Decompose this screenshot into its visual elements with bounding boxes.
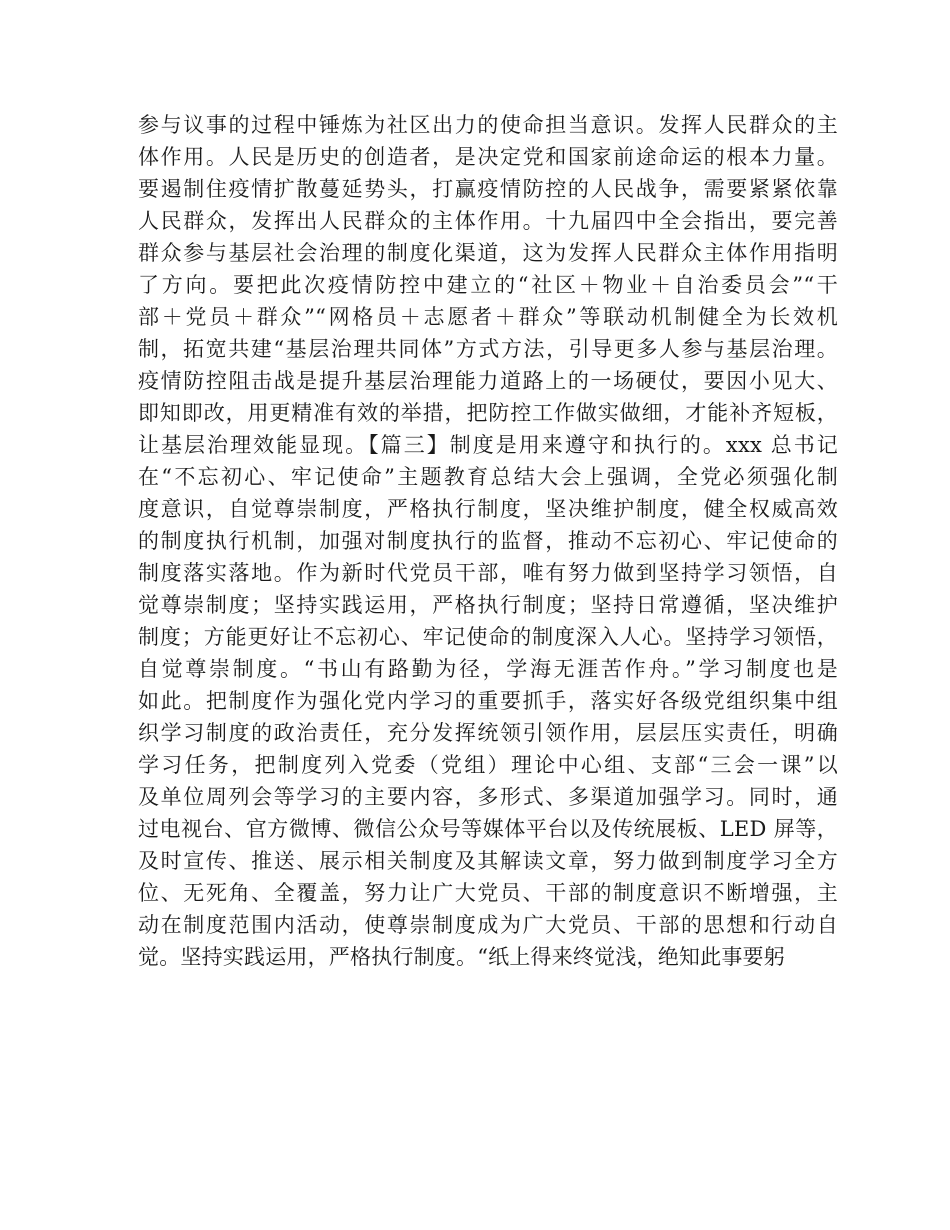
text-line: 及时宣传、推送、展示相关制度及其解读文章，努力做到制度学习全方 xyxy=(138,849,838,873)
text-line: 动在制度范围内活动，使尊崇制度成为广大党员、干部的思想和行动自 xyxy=(138,913,838,937)
text-line: 让基层治理效能显现。【篇三】制度是用来遵守和执行的。xxx 总书记 xyxy=(138,433,838,457)
text-line: 觉。坚持实践运用，严格执行制度。“纸上得来终觉浅，绝知此事要躬 xyxy=(138,945,785,969)
text-line: 觉尊崇制度；坚持实践运用，严格执行制度；坚持日常遵循，坚决维护 xyxy=(138,593,838,617)
text-line: 自觉尊崇制度。“书山有路勤为径，学海无涯苦作舟。”学习制度也是 xyxy=(138,657,838,681)
text-line: 过电视台、官方微博、微信公众号等媒体平台以及传统展板、LED 屏等， xyxy=(138,817,838,841)
text-line: 制，拓宽共建“基层治理共同体”方式方法，引导更多人参与基层治理。 xyxy=(138,337,838,361)
text-line: 要遏制住疫情扩散蔓延势头，打赢疫情防控的人民战争，需要紧紧依靠 xyxy=(138,177,838,201)
text-line: 及单位周列会等学习的主要内容，多形式、多渠道加强学习。同时，通 xyxy=(138,785,838,809)
text-line: 制度落实落地。作为新时代党员干部，唯有努力做到坚持学习领悟，自 xyxy=(138,561,838,585)
body-text xyxy=(138,109,838,973)
text-line: 学习任务，把制度列入党委（党组）理论中心组、支部“三会一课”以 xyxy=(138,753,838,777)
text-line: 部＋党员＋群众”“网格员＋志愿者＋群众”等联动机制健全为长效机 xyxy=(138,305,838,329)
text-line: 人民群众，发挥出人民群众的主体作用。十九届四中全会指出，要完善 xyxy=(138,209,838,233)
text-line: 体作用。人民是历史的创造者，是决定党和国家前途命运的根本力量。 xyxy=(138,145,838,169)
text-line: 了方向。要把此次疫情防控中建立的“社区＋物业＋自治委员会”“干 xyxy=(138,273,838,297)
text-line: 即知即改，用更精准有效的举措，把防控工作做实做细，才能补齐短板， xyxy=(138,401,838,425)
text-line: 群众参与基层社会治理的制度化渠道，这为发挥人民群众主体作用指明 xyxy=(138,241,838,265)
text-line: 织学习制度的政治责任，充分发挥统领引领作用，层层压实责任，明确 xyxy=(138,721,838,745)
text-line: 疫情防控阻击战是提升基层治理能力道路上的一场硬仗，要因小见大、 xyxy=(138,369,838,393)
text-line: 在“不忘初心、牢记使命”主题教育总结大会上强调，全党必须强化制 xyxy=(138,465,838,489)
text-line: 如此。把制度作为强化党内学习的重要抓手，落实好各级党组织集中组 xyxy=(138,689,838,713)
text-line: 的制度执行机制，加强对制度执行的监督，推动不忘初心、牢记使命的 xyxy=(138,529,838,553)
text-line: 制度；方能更好让不忘初心、牢记使命的制度深入人心。坚持学习领悟， xyxy=(138,625,838,649)
text-line: 参与议事的过程中锤炼为社区出力的使命担当意识。发挥人民群众的主 xyxy=(138,113,838,137)
text-line: 位、无死角、全覆盖，努力让广大党员、干部的制度意识不断增强，主 xyxy=(138,881,838,905)
text-line: 度意识，自觉尊崇制度，严格执行制度，坚决维护制度，健全权威高效 xyxy=(138,497,838,521)
